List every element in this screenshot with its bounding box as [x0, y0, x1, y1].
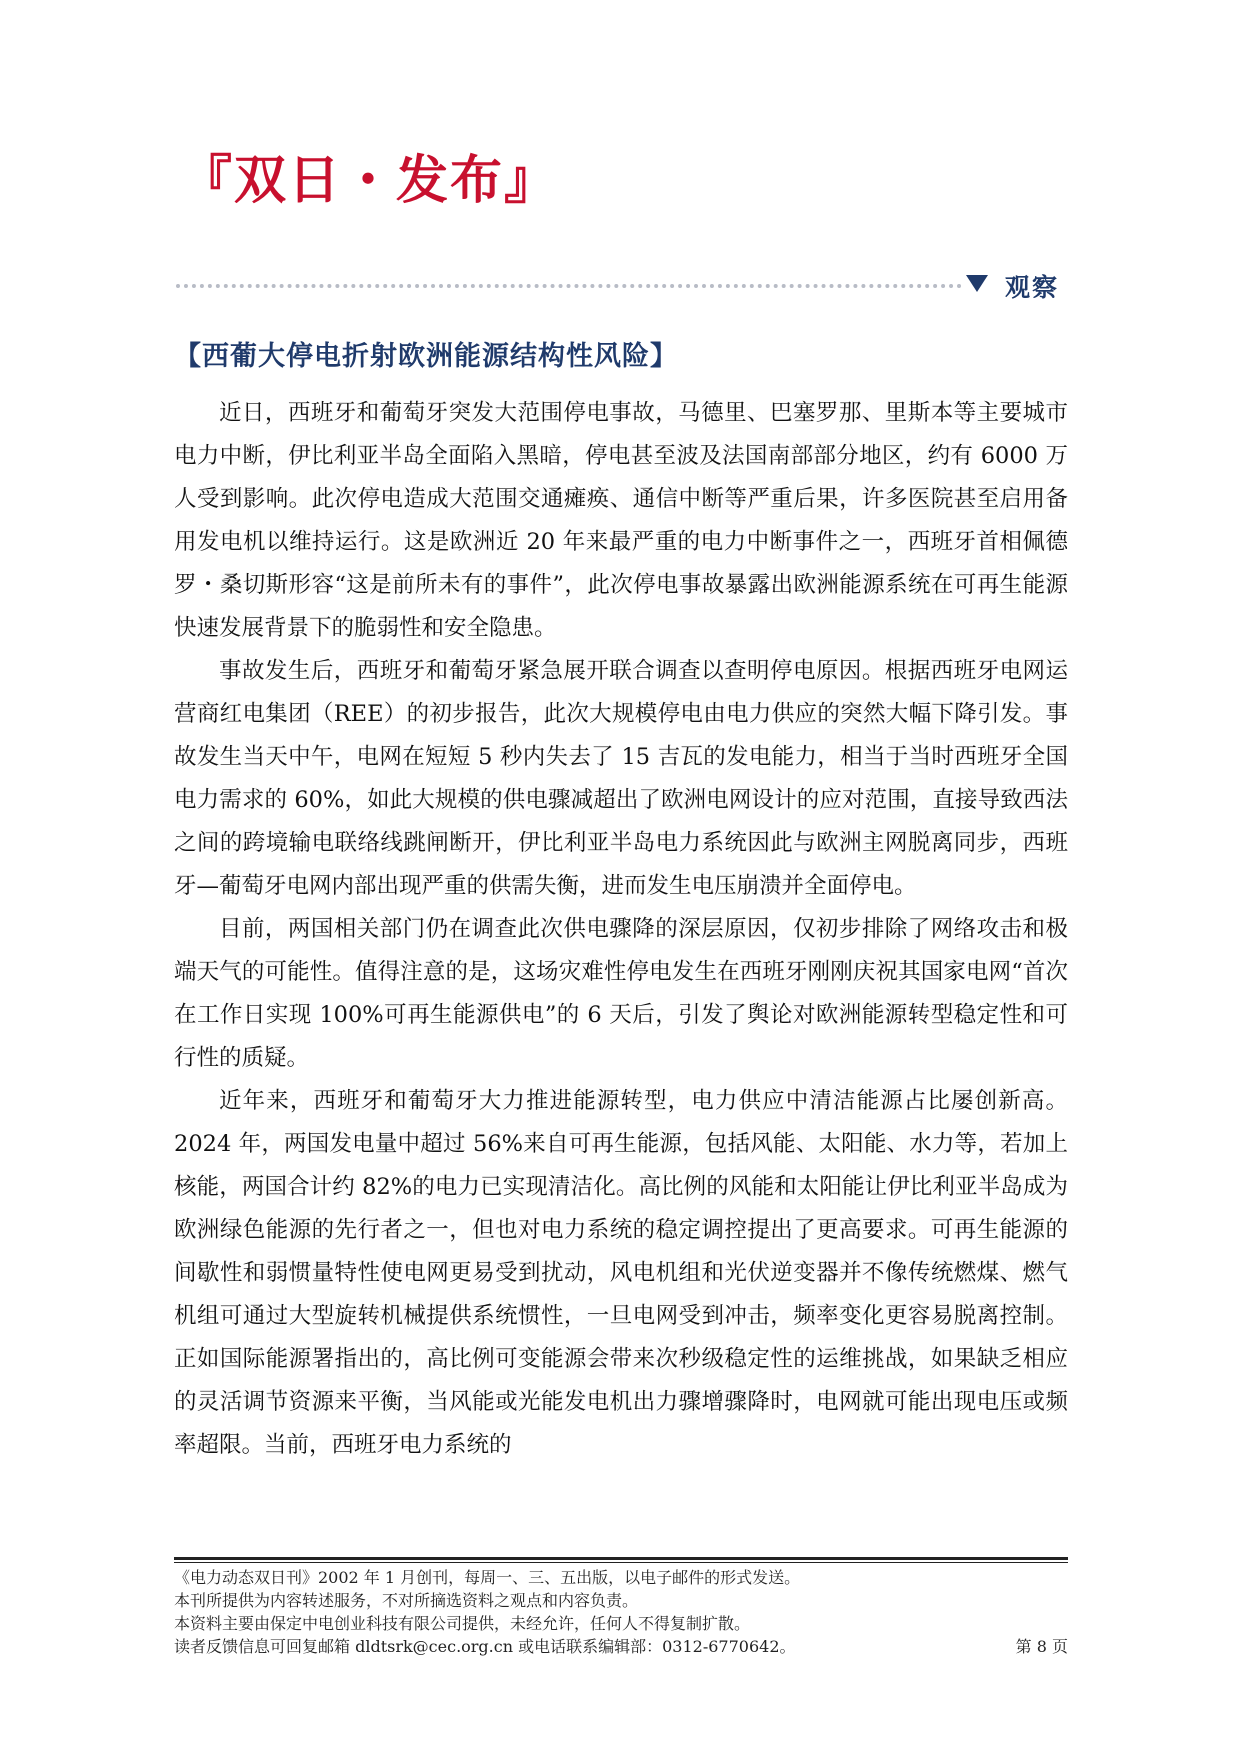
section-divider [176, 284, 962, 288]
paragraph: 事故发生后，西班牙和葡萄牙紧急展开联合调查以查明停电原因。根据西班牙电网运营商红电集团（REE）的初步报告，此次大规模停电由电力供应的突然大幅下降引发。事故发生当天中午，电网在短短 5 秒内失去了 15 吉瓦的发电能力，相当于当时西班牙全国电力需求的 60%，如此大规模的供电骤减超出了欧洲电网设计的应对范围，直接导致西法之间的跨境输电联络线跳闸断开，伊比利亚半岛电力系统因此与欧洲主网脱离同步，西班牙—葡萄牙电网内部出现严重的供需失衡，进而发生电压崩溃并全面停电。 [174, 658, 1068, 899]
footer-rule [174, 1557, 1068, 1563]
footer-line: 读者反馈信息可回复邮箱 dldtsrk@cec.org.cn 或电话联系编辑部：0312-6770642。 [174, 1637, 796, 1656]
footer-line: 《电力动态双日刊》2002 年 1 月创刊，每周一、三、五出版，以电子邮件的形式发送。 [174, 1568, 801, 1587]
triangle-down-icon [966, 275, 988, 292]
article-body [174, 392, 1068, 1467]
masthead-title: 『双日・发布』 [180, 151, 559, 211]
footer-line: 本资料主要由保定中电创业科技有限公司提供，未经允许，任何人不得复制扩散。 [174, 1614, 751, 1633]
paragraph: 目前，两国相关部门仍在调查此次供电骤降的深层原因，仅初步排除了网络攻击和极端天气的可能性。值得注意的是，这场灾难性停电发生在西班牙刚刚庆祝其国家电网“首次在工作日实现 100%可再生能源供电”的 6 天后，引发了舆论对欧洲能源转型稳定性和可行性的质疑。 [174, 916, 1068, 1071]
page-number: 第 8 页 [1015, 1637, 1068, 1656]
article-title: 【西葡大停电折射欧洲能源结构性风险】 [174, 341, 678, 372]
section-label: 观察 [1005, 273, 1060, 302]
footer [174, 1566, 1068, 1658]
paragraph: 近日，西班牙和葡萄牙突发大范围停电事故，马德里、巴塞罗那、里斯本等主要城市电力中断，伊比利亚半岛全面陷入黑暗，停电甚至波及法国南部部分地区，约有 6000 万人受到影响。此次停电造成大范围交通瘫痪、通信中断等严重后果，许多医院甚至启用备用发电机以维持运行。这是欧洲近 20 年来最严重的电力中断事件之一，西班牙首相佩德罗・桑切斯形容“这是前所未有的事件”，此次停电事故暴露出欧洲能源系统在可再生能源快速发展背景下的脆弱性和安全隐患。 [174, 400, 1068, 641]
footer-line: 本刊所提供为内容转述服务，不对所摘选资料之观点和内容负责。 [174, 1591, 639, 1610]
paragraph: 近年来，西班牙和葡萄牙大力推进能源转型，电力供应中清洁能源占比屡创新高。2024 年，两国发电量中超过 56%来自可再生能源，包括风能、太阳能、水力等，若加上核能，两国合计约 82%的电力已实现清洁化。高比例的风能和太阳能让伊比利亚半岛成为欧洲绿色能源的先行者之一，但也对电力系统的稳定调控提出了更高要求。可再生能源的间歇性和弱惯量特性使电网更易受到扰动，风电机组和光伏逆变器并不像传统燃煤、燃气机组可通过大型旋转机械提供系统惯性，一旦电网受到冲击，频率变化更容易脱离控制。正如国际能源署指出的，高比例可变能源会带来次秒级稳定性的运维挑战，如果缺乏相应的灵活调节资源来平衡，当风能或光能发电机出力骤增骤降时，电网就可能出现电压或频率超限。当前，西班牙电力系统的 [174, 1088, 1068, 1458]
